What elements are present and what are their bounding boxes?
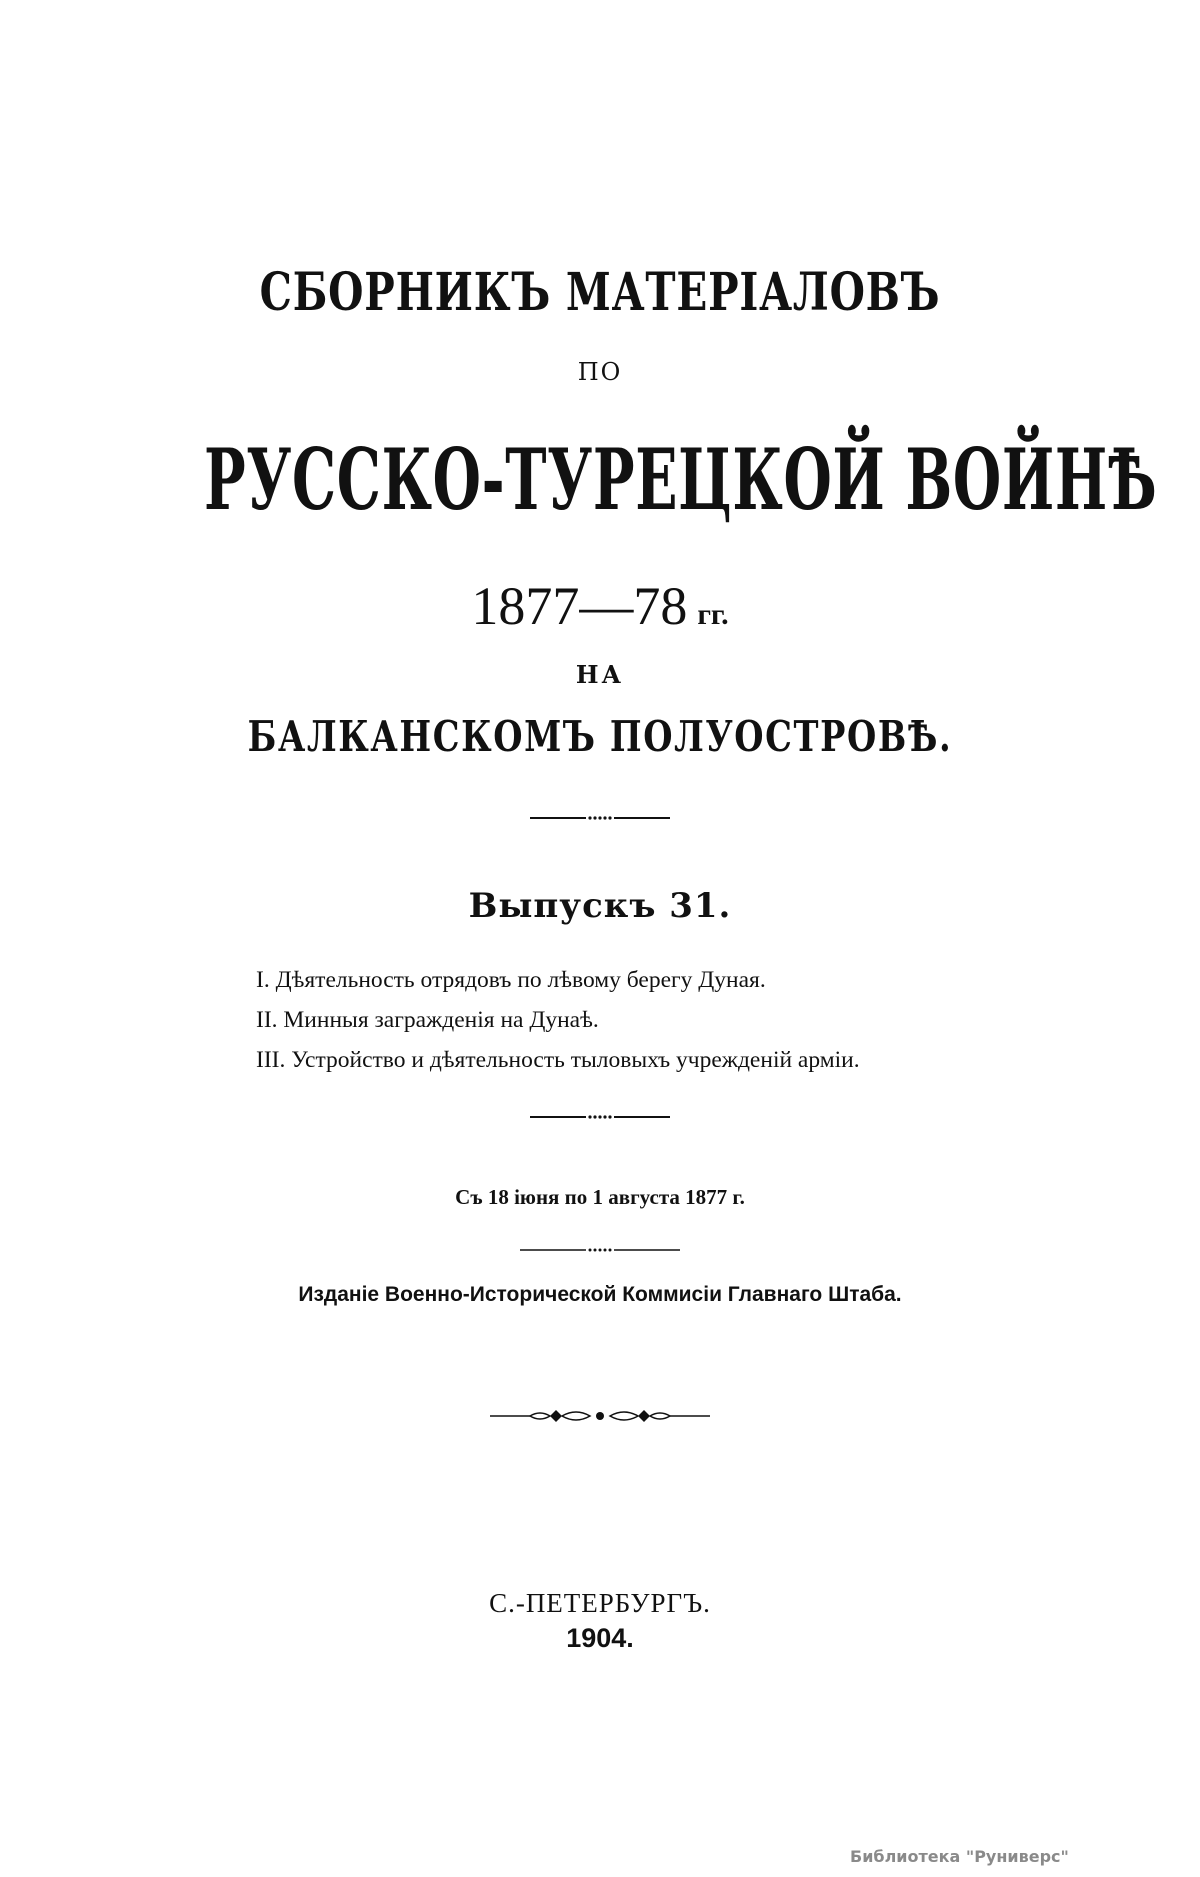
title-connector-na: НА bbox=[575, 660, 625, 689]
ornamental-rule-1 bbox=[0, 814, 1200, 822]
ornamental-rule-2 bbox=[0, 1113, 1200, 1121]
title-line-1: СБОРНИКЪ МАТЕРІАЛОВЪ bbox=[259, 262, 941, 323]
years-line bbox=[0, 575, 1200, 637]
title-connector-po: ПО bbox=[577, 358, 623, 386]
publication-year: 1904. bbox=[566, 1623, 634, 1653]
date-range: Съ 18 іюня по 1 августа 1877 г. bbox=[455, 1185, 745, 1209]
issue-number: Выпускъ 31. bbox=[468, 886, 732, 926]
library-watermark: Библиотека "Руниверс" bbox=[850, 1847, 1069, 1866]
years-range: 1877—78 bbox=[471, 576, 688, 636]
years-suffix: гг. bbox=[697, 598, 729, 631]
title-line-3: БАЛКАНСКОМЪ ПОЛУОСТРОВѢ. bbox=[247, 712, 953, 761]
publication-city: С.-ПЕТЕРБУРГЪ. bbox=[489, 1588, 711, 1618]
ornamental-rule-3 bbox=[0, 1246, 1200, 1254]
decorative-flourish bbox=[0, 1406, 1200, 1426]
contents-list bbox=[256, 960, 996, 1080]
contents-item: II. Минныя загражденія на Дунаѣ. bbox=[256, 1007, 599, 1033]
contents-item: III. Устройство и дѣятельность тыловыхъ учрежденій арміи. bbox=[256, 1047, 860, 1073]
contents-item: I. Дѣятельность отрядовъ по лѣвому берегу Дуная. bbox=[256, 967, 766, 993]
publisher-line: Изданіе Военно-Исторической Коммисіи Главнаго Штаба. bbox=[298, 1283, 902, 1306]
title-line-2: РУССКО-ТУРЕЦКОЙ ВОЙНѢ bbox=[203, 430, 1158, 529]
